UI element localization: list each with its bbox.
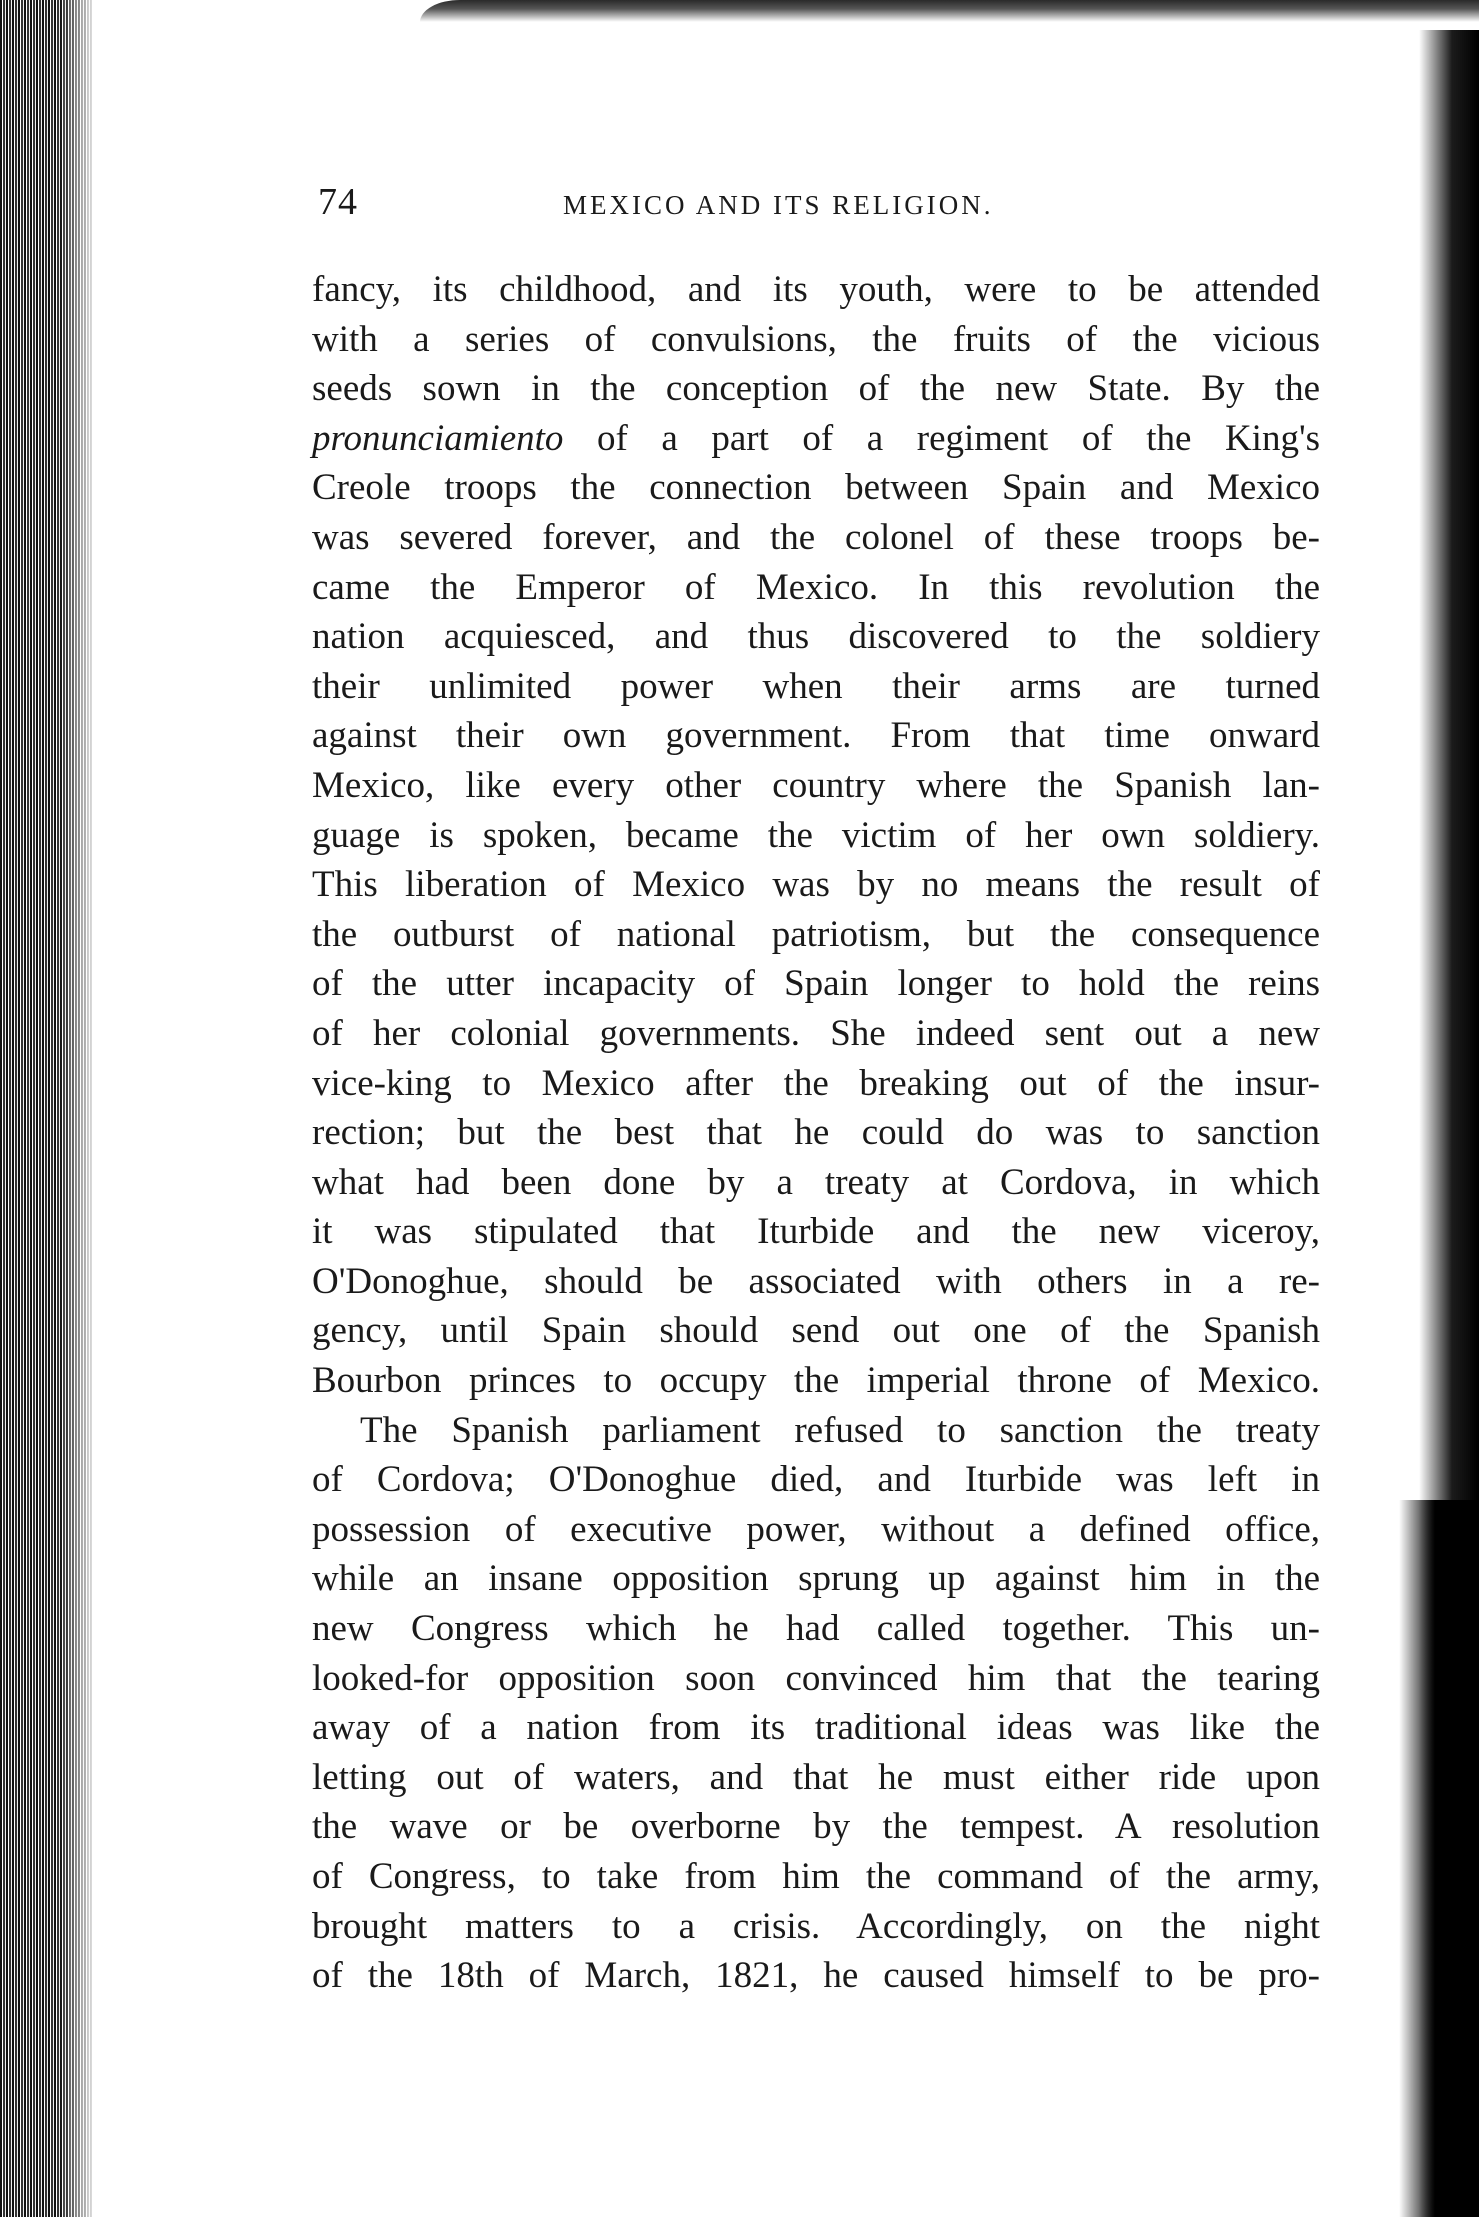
italic-term: pronunciamiento: [312, 417, 564, 459]
page-top-shadow: [420, 0, 1479, 22]
text-line: This liberation of Mexico was by no means the result of: [312, 864, 1320, 906]
text-line: Bourbon princes to occupy the imperial throne of Mexico.: [312, 1360, 1320, 1402]
running-title: MEXICO AND ITS RELIGION.: [563, 190, 994, 220]
text-line: of her colonial governments. She indeed sent out a new: [312, 1012, 1320, 1054]
text-line-rest: of a part of a regiment of the King's: [597, 417, 1321, 459]
text-line: fancy, its childhood, and its youth, were to be attended: [312, 269, 1320, 310]
text-line: seeds sown in the conception of the new State. By the: [312, 368, 1320, 410]
text-line: nation acquiesced, and thus discovered to the soldiery: [312, 616, 1320, 658]
text-line: vice-king to Mexico after the breaking out of the insur-: [312, 1062, 1320, 1104]
text-line: with a series of convulsions, the fruits of the vicious: [312, 318, 1320, 360]
text-line: of the utter incapacity of Spain longer to hold the reins: [312, 963, 1320, 1005]
text-line: Mexico, like every other country where the Spanish lan-: [312, 764, 1320, 806]
text-line: brought matters to a crisis. Accordingly, on the night: [312, 1905, 1320, 1947]
paragraph-1: [312, 265, 1320, 1406]
text-line: Creole troops the connection between Spain and Mexico: [312, 467, 1320, 509]
text-line: of Congress, to take from him the command of the army,: [312, 1856, 1320, 1897]
text-line: new Congress which he had called together. This un-: [312, 1608, 1320, 1650]
page-number: 74: [318, 181, 358, 223]
page-right-edge-dark: [1399, 1500, 1479, 2217]
text-line: was severed forever, and the colonel of these troops be-: [312, 516, 1320, 558]
binding-shadow: [60, 0, 92, 2217]
text-line: what had been done by a treaty at Cordova, in which: [312, 1161, 1320, 1203]
text-line-with-italic: [312, 414, 1320, 464]
paragraph-2: [312, 1406, 1320, 2001]
page-header: [318, 180, 1328, 240]
text-line: gency, until Spain should send out one of the Spanish: [312, 1310, 1320, 1352]
text-line: their unlimited power when their arms are turned: [312, 665, 1320, 707]
text-line: of the 18th of March, 1821, he caused himself to be pro-: [312, 1955, 1320, 1997]
text-line: the wave or be overborne by the tempest. A resolution: [312, 1806, 1320, 1848]
text-line: O'Donoghue, should be associated with others in a re-: [312, 1260, 1320, 1302]
text-line: guage is spoken, became the victim of her own soldiery.: [312, 814, 1320, 856]
text-line: while an insane opposition sprung up against him in the: [312, 1558, 1320, 1600]
page-body: [312, 265, 1320, 2001]
text-line: rection; but the best that he could do was to sanction: [312, 1112, 1320, 1154]
text-line: the outburst of national patriotism, but the consequence: [312, 913, 1320, 955]
text-line: The Spanish parliament refused to sanction the treaty: [360, 1409, 1320, 1451]
text-line: came the Emperor of Mexico. In this revolution the: [312, 566, 1320, 608]
text-line: looked-for opposition soon convinced him that the tearing: [312, 1657, 1320, 1699]
text-line: letting out of waters, and that he must either ride upon: [312, 1756, 1320, 1798]
text-line: of Cordova; O'Donoghue died, and Iturbide was left in: [312, 1459, 1320, 1501]
text-line: away of a nation from its traditional ideas was like the: [312, 1707, 1320, 1749]
text-line: against their own government. From that time onward: [312, 715, 1320, 757]
text-line: it was stipulated that Iturbide and the new viceroy,: [312, 1211, 1320, 1253]
text-line: possession of executive power, without a defined office,: [312, 1508, 1320, 1550]
